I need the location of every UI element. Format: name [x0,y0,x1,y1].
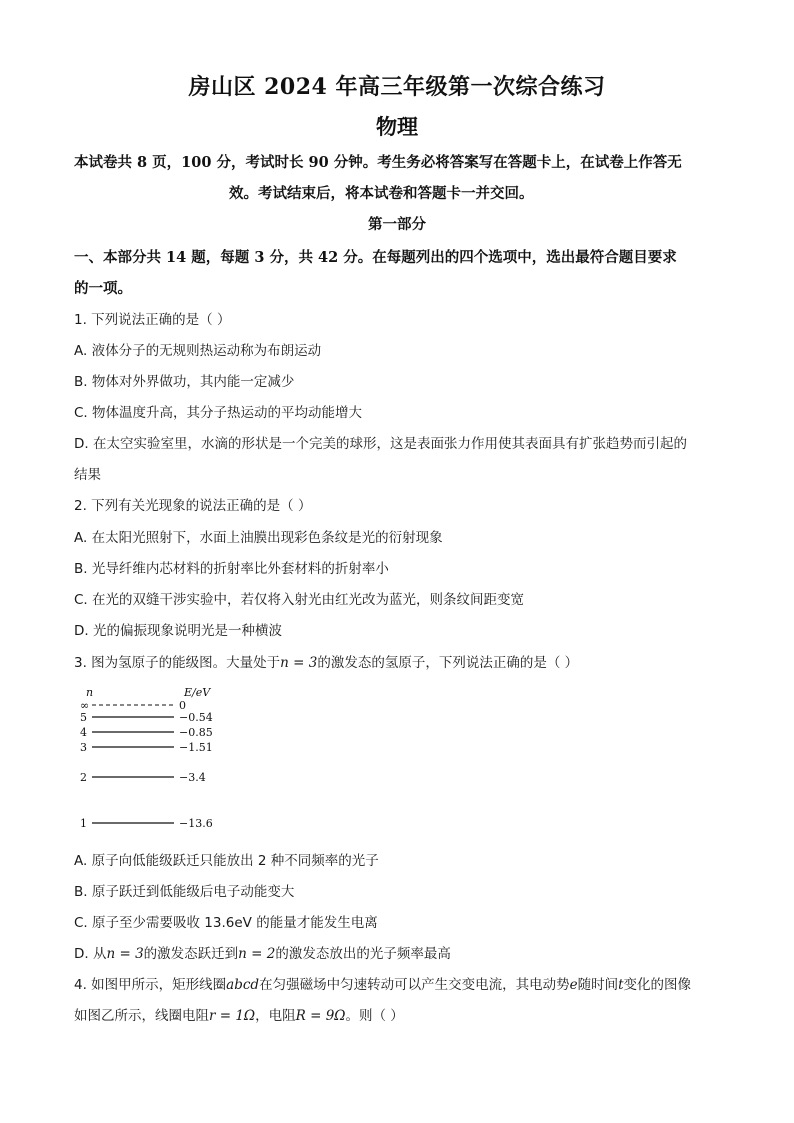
q3-d-text-2: 的激发态跃迁到 [143,946,239,962]
q1-option-a: A. 液体分子的无规则热运动称为布朗运动 [74,343,322,359]
notice-line-2: 效。考试结束后，将本试卷和答题卡一并交回。 [229,185,534,202]
q4-text-2: 在匀强磁场中匀速转动可以产生交变电流，其电动势 [259,977,570,993]
diagram-n-label: n [86,686,94,699]
q4-text-5: 如图乙所示，线圈电阻 [74,1008,209,1024]
energy-level-n: 4 [80,726,87,739]
q3-option-b: B. 原子跃迁到低能级后电子动能变大 [74,884,295,900]
q3-option-c: C. 原子至少需要吸收 13.6eV 的能量才能发生电离 [74,915,378,931]
q4-text-7: 。则（ ） [345,1008,404,1024]
q1-stem: 1. 下列说法正确的是（ ） [74,312,231,328]
energy-level-n: ∞ [80,699,90,712]
q4-math-R: R = 9Ω [295,1008,346,1024]
section-line-1: 一、本部分共 14 题，每题 3 分，共 42 分。在每题列出的四个选项中，选出最符合题目要求 [74,249,677,266]
q4-math-t: t [618,977,624,993]
energy-level-value: −3.4 [179,771,206,784]
q4-text-3: 随时间 [577,977,619,993]
energy-level-value: −1.51 [179,741,213,754]
q2-option-d: D. 光的偏振现象说明光是一种横波 [74,623,282,639]
q1-option-b: B. 物体对外界做功，其内能一定减少 [74,374,295,390]
q3-d-text-3: 的激发态放出的光子频率最高 [275,946,451,962]
energy-level-value: −0.54 [179,711,213,724]
energy-level-n: 2 [80,771,87,784]
q3-d-math-2: n = 2 [238,946,276,962]
energy-level-n: 3 [80,741,87,754]
exam-notice [74,147,724,209]
energy-level-diagram [76,684,236,834]
q4-stem-line-2 [74,1004,734,1024]
q1-option-d-line-2: 结果 [74,467,101,483]
q1-option-c: C. 物体温度升高，其分子热运动的平均动能增大 [74,405,363,421]
q4-text-6: ，电阻 [255,1008,296,1024]
energy-level-value: 0 [179,699,186,712]
exam-title: 房山区 2024 年高三年级第一次综合练习 [188,74,606,100]
energy-level-value: −13.6 [179,817,213,830]
q2-stem: 2. 下列有关光现象的说法正确的是（ ） [74,498,312,514]
q3-d-text: D. 从 [74,946,107,962]
q4-text-1: 4. 如图甲所示，矩形线圈 [74,977,227,993]
q2-option-c: C. 在光的双缝干涉实验中，若仅将入射光由红光改为蓝光，则条纹间距变宽 [74,592,525,608]
q3-stem-text-2: 的激发态的氢原子，下列说法正确的是（ ） [317,655,579,671]
q4-math-r: r = 1Ω [209,1008,256,1024]
q4-math-abcd: abcd [226,977,260,993]
section-line-2: 的一项。 [74,280,132,297]
subject-title: 物理 [376,114,418,139]
energy-levels [80,699,213,830]
q2-option-a: A. 在太阳光照射下，水面上油膜出现彩色条纹是光的衍射现象 [74,530,443,546]
energy-level-value: −0.85 [179,726,213,739]
q3-stem-math: n = 3 [280,655,318,671]
q2-option-b: B. 光导纤维内芯材料的折射率比外套材料的折射率小 [74,561,389,577]
q3-stem [74,651,734,671]
q3-option-a: A. 原子向低能级跃迁只能放出 2 种不同频率的光子 [74,853,379,869]
notice-line-1: 本试卷共 8 页，100 分，考试时长 90 分钟。考生务必将答案写在答题卡上，在试卷上作答无 [74,154,682,171]
part-title: 第一部分 [368,216,426,233]
q3-option-d [74,942,734,962]
q3-stem-text: 3. 图为氢原子的能级图。大量处于 [74,655,281,671]
q3-d-math-1: n = 3 [106,946,144,962]
energy-level-n: 1 [80,817,87,830]
q1-option-d-line-1: D. 在太空实验室里，水滴的形状是一个完美的球形，这是表面张力作用使其表面具有扩张趋势而引起的 [74,436,687,452]
diagram-energy-label: E/eV [184,686,211,699]
q4-math-e: e [569,977,578,993]
q4-stem-line-1 [74,973,734,993]
section-instructions [74,242,734,304]
q4-text-4: 变化的图像 [623,977,692,993]
energy-level-n: 5 [80,711,87,724]
